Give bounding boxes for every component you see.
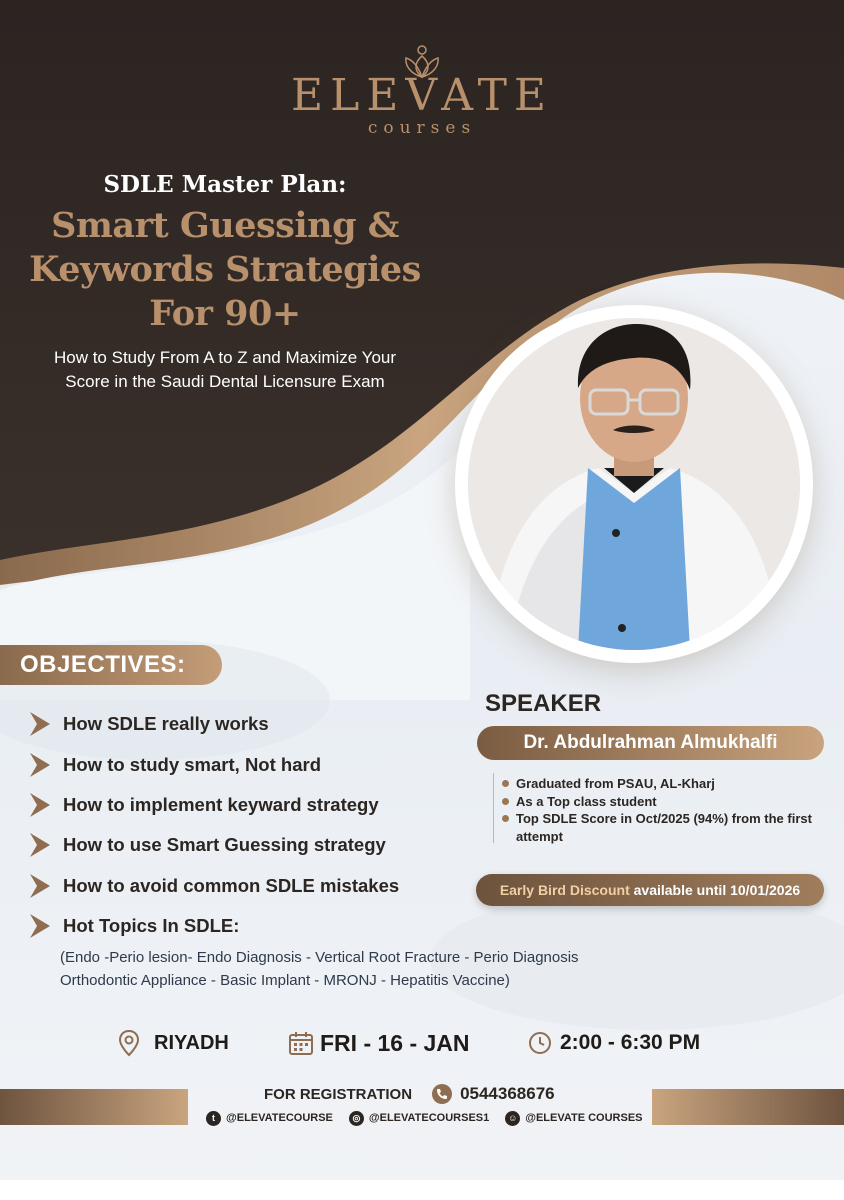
date-text: FRI - 16 - JAN (320, 1029, 470, 1056)
subtitle (20, 346, 430, 394)
headline-line-1: Smart Guessing & (51, 205, 399, 246)
event-time (528, 1025, 700, 1061)
snapchat-link[interactable] (505, 1111, 642, 1126)
speaker-photo (468, 318, 800, 650)
objective-text: How SDLE really works (63, 713, 269, 735)
phone-icon (432, 1084, 452, 1104)
footer-band-right (652, 1089, 844, 1125)
bio-item (500, 810, 820, 845)
chevron-right-icon (28, 832, 52, 858)
objective-item (28, 825, 468, 865)
instagram-link[interactable] (349, 1111, 489, 1126)
objectives-heading: OBJECTIVES: (0, 645, 222, 685)
early-bird-badge (476, 874, 824, 906)
event-date (288, 1025, 470, 1061)
bio-text: Graduated from PSAU, AL-Kharj (516, 776, 715, 791)
snapchat-icon: ☺ (505, 1111, 520, 1126)
brand-logo (0, 40, 844, 138)
bio-text: As a Top class student (516, 793, 657, 809)
calendar-icon (288, 1030, 314, 1056)
early-bird-text: available until 10/01/2026 (633, 882, 801, 898)
objective-text: Hot Topics In SDLE: (63, 915, 240, 937)
objective-item (28, 906, 468, 946)
hot-topics-line-1: (Endo -Perio lesion- Endo Diagnosis - Vertical Root Fracture - Perio Diagnosis (60, 949, 579, 966)
chevron-right-icon (28, 913, 52, 939)
bio-divider (493, 773, 494, 843)
subtitle-line-2: Score in the Saudi Dental Licensure Exam (65, 372, 385, 391)
objectives-list (28, 704, 468, 946)
speaker-name: Dr. Abdulrahman Almukhalfi (477, 726, 824, 760)
chevron-right-icon (28, 873, 52, 899)
speaker-label: SPEAKER (485, 690, 602, 717)
city-text: RIYADH (154, 1031, 229, 1054)
hot-topics (60, 946, 660, 992)
registration-phone[interactable]: 0544368676 (460, 1084, 555, 1103)
registration (264, 1082, 555, 1106)
objective-text: How to study smart, Not hard (63, 753, 321, 775)
logo-wordmark: ELEVATE (290, 70, 554, 121)
speaker-illustration (468, 318, 800, 650)
snapchat-handle: @ELEVATE COURSES (525, 1112, 643, 1124)
twitter-link[interactable] (206, 1111, 333, 1126)
event-city (118, 1025, 229, 1061)
early-bird-highlight: Early Bird Discount (499, 882, 630, 898)
headline-line-3: For 90+ (149, 293, 301, 334)
hot-topics-line-2: Orthodontic Appliance - Basic Implant - MRONJ - Hepatitis Vaccine) (60, 972, 510, 989)
objective-item (28, 866, 468, 906)
chevron-right-icon (28, 792, 52, 818)
footer-band-left (0, 1089, 188, 1125)
instagram-handle: @ELEVATECOURSES1 (368, 1112, 490, 1124)
bottom-strip (0, 1180, 844, 1200)
location-icon (118, 1029, 140, 1057)
bio-item (500, 775, 820, 793)
objective-item (28, 785, 468, 825)
subtitle-line-1: How to Study From A to Z and Maximize Your (53, 348, 397, 367)
bio-item (500, 793, 820, 811)
title-block (20, 168, 430, 394)
objective-text: How to use Smart Guessing strategy (63, 834, 386, 856)
kicker: SDLE Master Plan: (103, 171, 347, 198)
social-links (206, 1109, 659, 1127)
bullet-icon (502, 798, 509, 805)
twitter-handle: @ELEVATECOURSE (226, 1112, 333, 1124)
time-text: 2:00 - 6:30 PM (560, 1031, 701, 1054)
objective-text: How to avoid common SDLE mistakes (63, 874, 400, 896)
objective-text: How to implement keyward strategy (63, 793, 379, 815)
bullet-icon (502, 780, 509, 787)
clock-icon (528, 1031, 552, 1055)
objective-item (28, 744, 468, 784)
bullet-icon (502, 815, 509, 822)
twitter-icon: t (206, 1111, 221, 1126)
speaker-bio (500, 775, 820, 845)
headline (20, 204, 430, 336)
instagram-icon: ◎ (349, 1111, 364, 1126)
headline-line-2: Keywords Strategies (29, 249, 421, 290)
bio-text: Top SDLE Score in Oct/2025 (94%) from the first attempt (516, 811, 812, 844)
objective-item (28, 704, 468, 744)
lotus-logo-icon (397, 44, 447, 78)
logo-subtitle: courses (367, 118, 477, 138)
registration-label: FOR REGISTRATION (264, 1085, 413, 1103)
chevron-right-icon (28, 752, 52, 778)
chevron-right-icon (28, 711, 52, 737)
